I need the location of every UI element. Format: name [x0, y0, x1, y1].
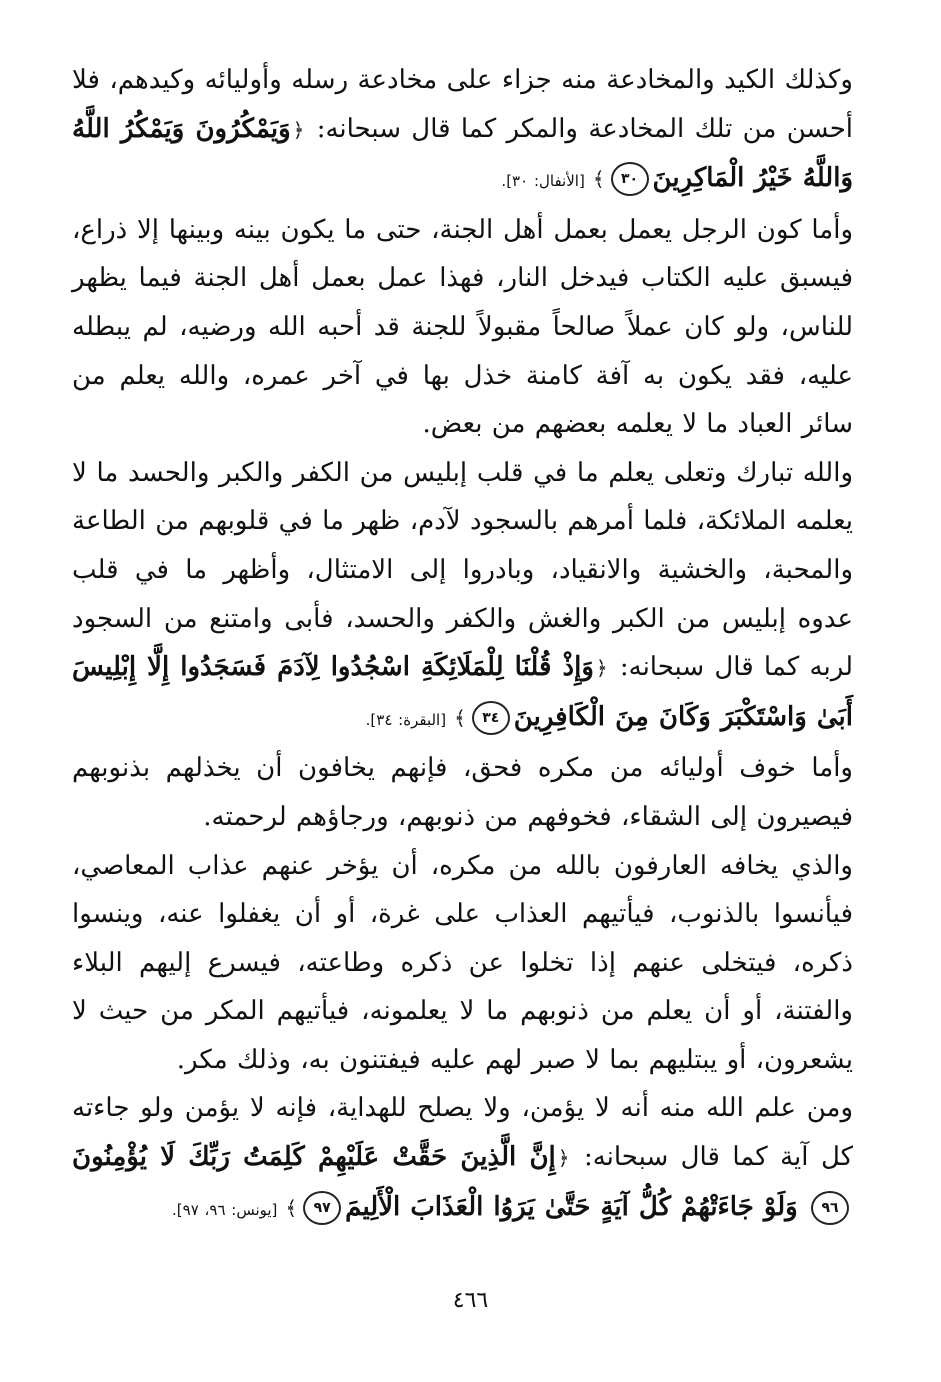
quran-verse: وَلَوْ جَاءَتْهُمْ كُلُّ آيَةٍ حَتَّىٰ يَرَوُا الْعَذَابَ الْأَلِيمَ [345, 1191, 798, 1222]
verse-close-bracket: ﴾ [285, 1195, 298, 1220]
paragraph-6 [72, 1084, 853, 1234]
ayah-number: ٩٧ [303, 1191, 341, 1225]
page-body [72, 56, 853, 1234]
paragraph-text: والله تبارك وتعلى يعلم ما في قلب إبليس من الكفر والكبر والحسد ما لا يعلمه الملائكة، فلما أمرهم بالسجود لآدم، ظهر ما في قلوبهم من الطاعة والمحبة، والخشية والانقياد، وبادروا إلى الامتثال، وأظهر ما في قلب عدوه إبليس من الكبر والغش والكفر والحسد، فأبى وامتنع من السجود لربه كما قال سبحانه: [72, 457, 853, 683]
paragraph-text: وكذلك الكيد والمخادعة منه جزاء على مخادعة رسله وأوليائه وكيدهم، فلا أحسن من تلك المخادعة والمكر كما قال سبحانه: [72, 65, 853, 144]
verse-open-bracket: ﴿ [557, 1146, 570, 1171]
quran-verse: إِنَّ الَّذِينَ حَقَّتْ عَلَيْهِمْ كَلِمَتُ رَبِّكَ لَا يُؤْمِنُونَ [72, 1142, 556, 1173]
paragraph-text: ومن علم الله منه أنه لا يؤمن، ولا يصلح للهداية، فإنه لا يؤمن ولو جاءته كل آية كما قال سبحانه: [72, 1093, 854, 1173]
quran-verse: وَيَمْكُرُونَ وَيَمْكُرُ اللَّهُ وَاللَّهُ خَيْرُ الْمَاكِرِينَ [72, 113, 853, 194]
paragraph-3 [72, 449, 853, 745]
ayah-number: ٣٤ [472, 701, 510, 735]
paragraph-text: وأما خوف أوليائه من مكره فحق، فإنهم يخافون أن يخذلهم بذنوبهم فيصيرون إلى الشقاء، فخوفهم من ذنوبهم، ورجاؤهم لرحمته. [72, 753, 853, 832]
paragraph-text: والذي يخافه العارفون بالله من مكره، أن يؤخر عنهم عذاب المعاصي، فيأنسوا بالذنوب، فيأتيهم العذاب على غرة، أو أن يغفلوا عنه، وينسوا ذكره، فيتخلى عنهم إذا تخلوا عن ذكره وطاعته، فيسرع إليهم البلاء والفتنة، أو أن يعلم من ذنوبهم ما لا يعلمونه، فيأتيهم المكر من حيث لا يشعرون، أو يبتليهم بما لا صبر لهم عليه فيفتنون به، وذلك مكر. [72, 850, 853, 1075]
verse-reference: [الأنفال: ٣٠]. [501, 172, 585, 191]
paragraph-5 [72, 842, 853, 1085]
verse-open-bracket: ﴿ [292, 117, 305, 142]
ayah-number: ٣٠ [611, 162, 649, 196]
verse-close-bracket: ﴾ [592, 167, 605, 192]
ayah-number: ٩٦ [811, 1191, 849, 1225]
paragraph-1 [72, 56, 853, 206]
verse-open-bracket: ﴿ [595, 656, 608, 681]
quran-verse: وَإِذْ قُلْنَا لِلْمَلَائِكَةِ اسْجُدُوا لِآدَمَ فَسَجَدُوا إِلَّا إِبْلِيسَ أَبَىٰ وَاسْتَكْبَرَ وَكَانَ مِنَ الْكَافِرِينَ [72, 652, 853, 732]
page-number: ٤٦٦ [452, 1288, 489, 1313]
paragraph-text: وأما كون الرجل يعمل بعمل أهل الجنة، حتى ما يكون بينه وبينها إلا ذراع، فيسبق عليه الكتاب فيدخل النار، فهذا عمل بعمل أهل الجنة فيما يظهر للناس، ولو كان عملاً صالحاً مقبولاً للجنة قد أحبه الله ورضيه، لم يبطله عليه، فقد يكون به آفة كامنة خذل بها في آخر عمره، والله يعلم من سائر العباد ما لا يعلمه بعضهم من بعض. [72, 214, 853, 440]
verse-reference: [البقرة: ٣٤]. [365, 710, 447, 729]
verse-reference: [يونس: ٩٦، ٩٧]. [172, 1200, 278, 1219]
paragraph-4 [72, 744, 853, 841]
verse-close-bracket: ﴾ [454, 705, 466, 730]
paragraph-2 [72, 206, 853, 449]
